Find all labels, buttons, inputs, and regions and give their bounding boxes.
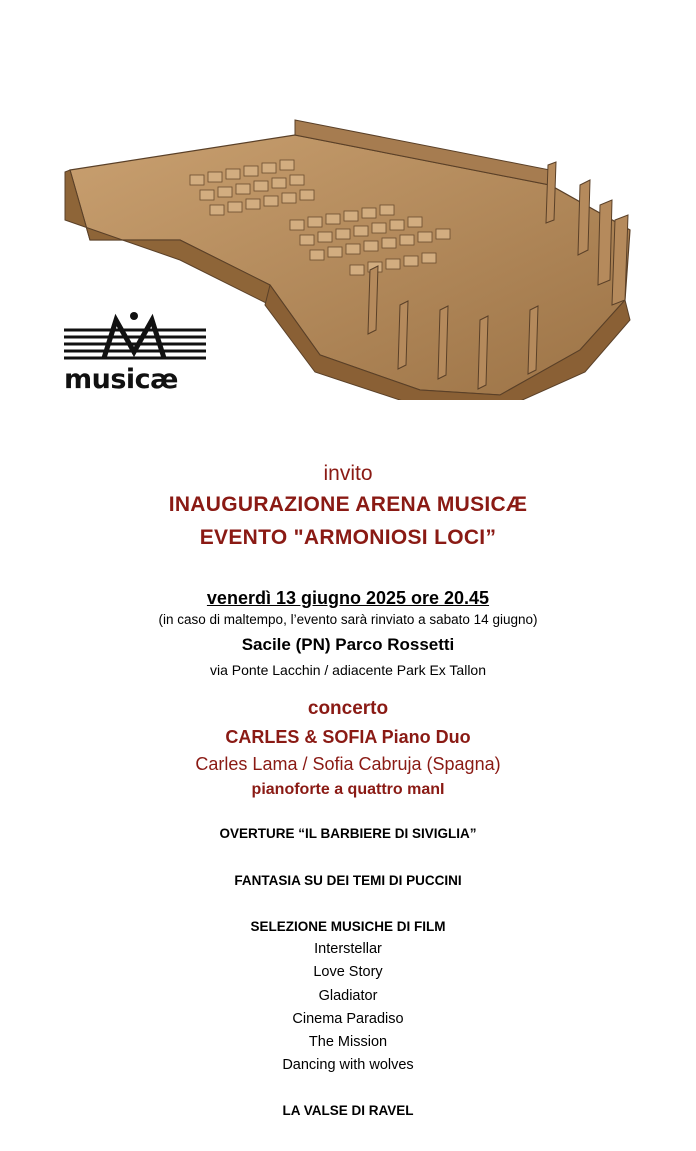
film-item: Dancing with wolves <box>282 1057 414 1073</box>
program-fantasia: FANTASIA SU DEI TEMI DI PUCCINI <box>234 873 462 888</box>
film-item: Gladiator <box>318 988 378 1004</box>
film-item: Love Story <box>313 964 383 980</box>
film-item: Cinema Paradiso <box>292 1011 404 1027</box>
concert-label: concerto <box>307 698 389 719</box>
program-finale: LA VALSE DI RAVEL <box>282 1103 414 1118</box>
concert-performers: Carles Lama / Sofia Cabruja (Spagna) <box>195 754 501 774</box>
concert-instrument: pianoforte a quattro manI <box>251 781 445 798</box>
program-overture: OVERTURE “IL BARBIERE DI SIVIGLIA” <box>219 826 477 841</box>
event-place: Sacile (PN) Parco Rossetti <box>241 635 455 654</box>
invitation-title-line2: EVENTO "ARMONIOSI LOCI” <box>199 526 497 549</box>
film-item: Interstellar <box>314 941 382 957</box>
weather-note: (in caso di maltempo, l’evento sarà rinviato a sabato 14 giugno) <box>158 612 538 627</box>
logo-wordmark: musicæ <box>64 364 178 395</box>
concert-ensemble: CARLES & SOFIA Piano Duo <box>225 727 471 747</box>
program-film-heading: SELEZIONE MUSICHE DI FILM <box>250 919 446 934</box>
event-address: via Ponte Lacchin / adiacente Park Ex Tallon <box>209 662 487 678</box>
invitation-title-line1: INAUGURAZIONE ARENA MUSICÆ <box>168 493 528 516</box>
event-date: venerdì 13 giugno 2025 ore 20.45 <box>206 588 490 608</box>
musicae-logo <box>64 312 214 396</box>
film-item: The Mission <box>308 1034 388 1050</box>
music-staff-logo-icon <box>64 312 206 362</box>
invitation-label: invito <box>323 462 373 485</box>
